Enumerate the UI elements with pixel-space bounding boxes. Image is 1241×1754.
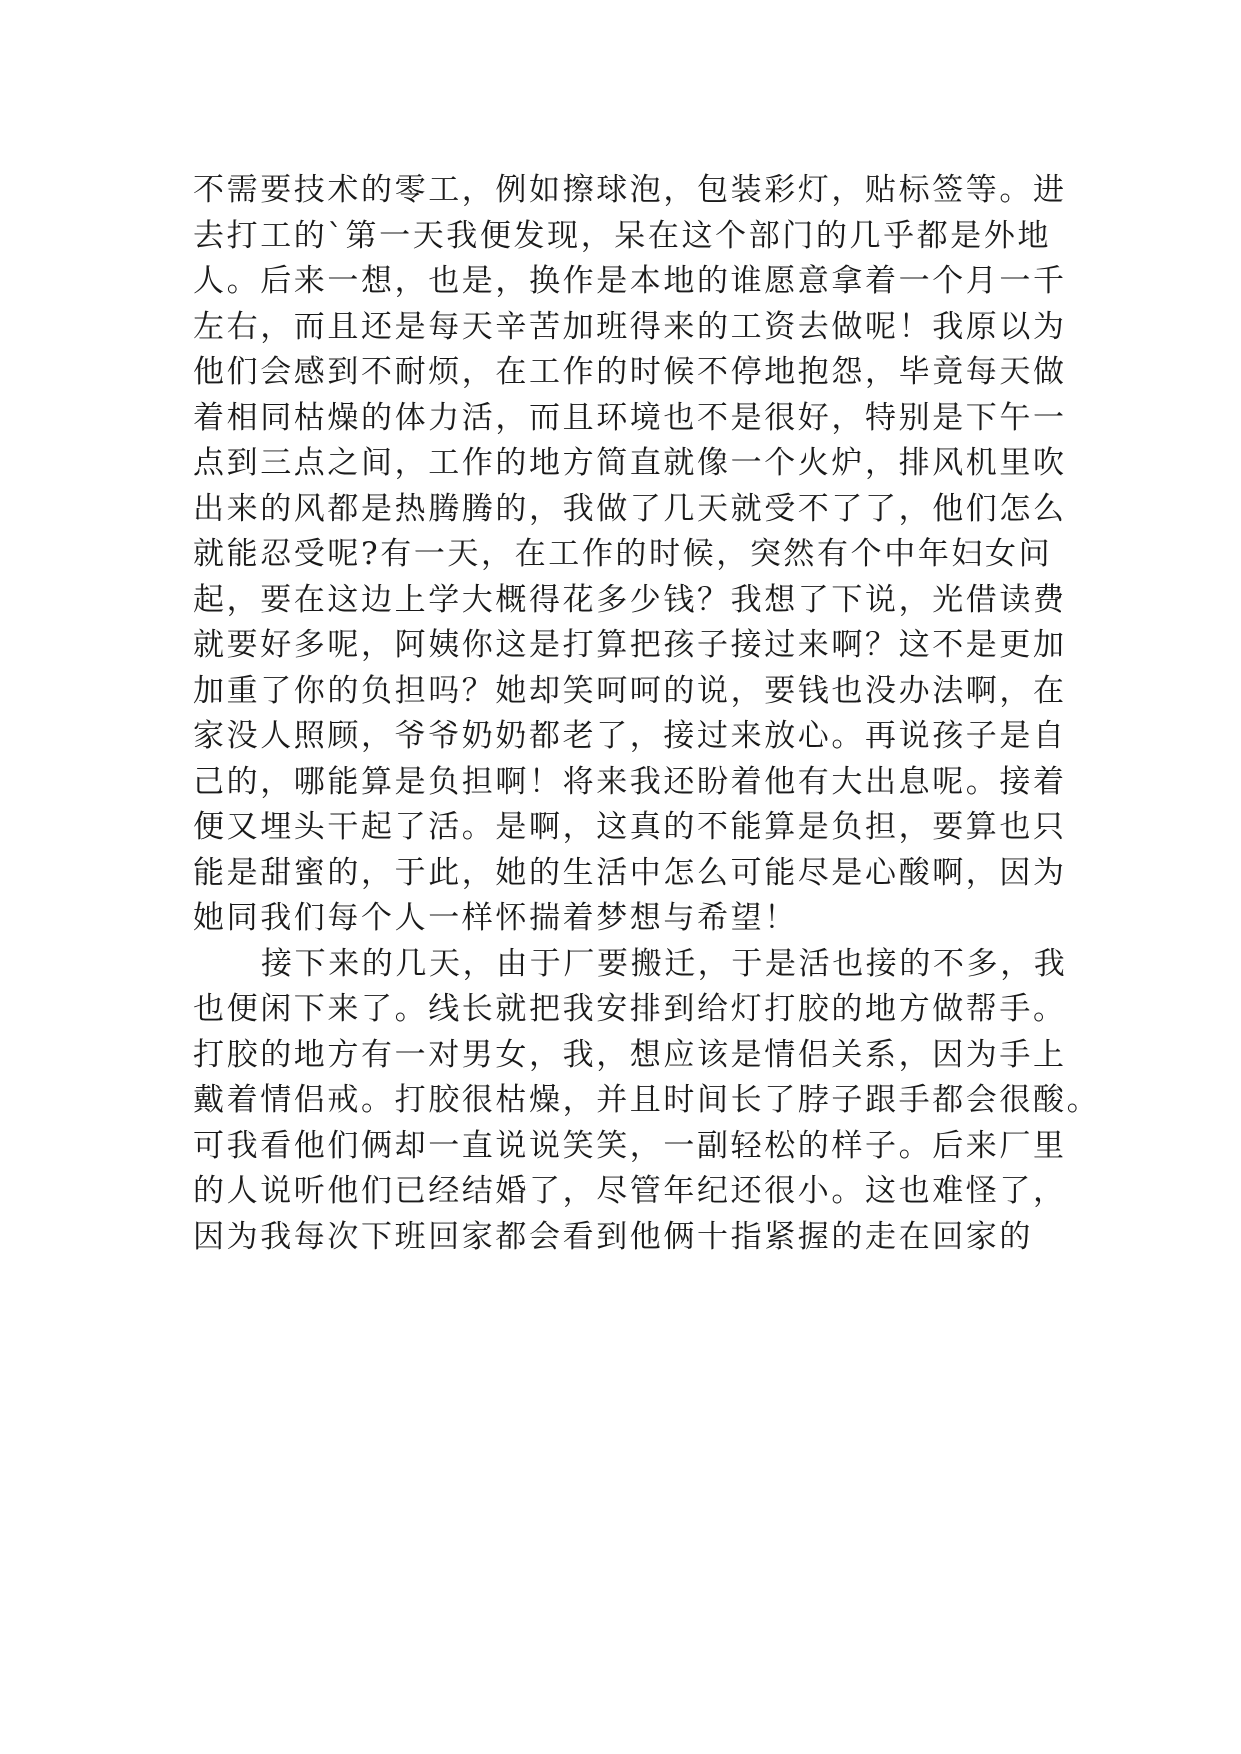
text-line: 己的，哪能算是负担啊！将来我还盼着他有大出息呢。接着 bbox=[193, 763, 1067, 800]
text-line: 加重了你的负担吗？她却笑呵呵的说，要钱也没办法啊，在 bbox=[193, 672, 1067, 709]
text-line: 的人说听他们已经结婚了，尽管年纪还很小。这也难怪了， bbox=[193, 1173, 1067, 1209]
text-line: 可我看他们俩却一直说说笑笑，一副轻松的样子。后来厂里 bbox=[193, 1127, 1067, 1164]
text-line: 打胶的地方有一对男女，我，想应该是情侣关系，因为手上 bbox=[193, 1036, 1067, 1073]
text-line: 点到三点之间，工作的地方简直就像一个火炉，排风机里吹 bbox=[193, 445, 1067, 481]
text-line: 也便闲下来了。线长就把我安排到给灯打胶的地方做帮手。 bbox=[193, 991, 1067, 1027]
text-line: 戴着情侣戒。打胶很枯燥，并且时间长了脖子跟手都会很酸。 bbox=[193, 1082, 1101, 1118]
paragraph-2 bbox=[193, 942, 1101, 1261]
text-line: 人。后来一想，也是，换作是本地的谁愿意拿着一个月一千 bbox=[193, 263, 1067, 299]
text-line: 左右，而且还是每天辛苦加班得来的工资去做呢！我原以为 bbox=[193, 308, 1067, 345]
text-line: 家没人照顾，爷爷奶奶都老了，接过来放心。再说孩子是自 bbox=[193, 718, 1067, 754]
text-line: 能是甜蜜的，于此，她的生活中怎么可能尽是心酸啊，因为 bbox=[193, 854, 1067, 891]
text-line: 因为我每次下班回家都会看到他俩十指紧握的走在回家的 bbox=[193, 1218, 1033, 1255]
text-line: 就能忍受呢?有一天，在工作的时候，突然有个中年妇女问 bbox=[193, 536, 1053, 572]
text-line: 不需要技术的零工，例如擦球泡，包装彩灯，贴标签等。进 bbox=[193, 172, 1067, 208]
text-line: 他们会感到不耐烦，在工作的时候不停地抱怨，毕竟每天做 bbox=[193, 354, 1067, 390]
text-line: 她同我们每个人一样怀揣着梦想与希望！ bbox=[193, 900, 798, 936]
text-line: 起，要在这边上学大概得花多少钱？我想了下说，光借读费 bbox=[193, 581, 1067, 618]
text-line: 便又埋头干起了活。是啊，这真的不能算是负担，要算也只 bbox=[193, 809, 1067, 845]
body-text bbox=[193, 168, 1101, 1260]
text-line: 去打工的`第一天我便发现，呆在这个部门的几乎都是外地 bbox=[193, 217, 1052, 254]
text-line: 出来的风都是热腾腾的，我做了几天就受不了了，他们怎么 bbox=[193, 490, 1067, 527]
text-line-indented: 接下来的几天，由于厂要搬迁，于是活也接的不多，我 bbox=[261, 945, 1068, 982]
text-line: 着相同枯燥的体力活，而且环境也不是很好，特别是下午一 bbox=[193, 399, 1067, 436]
paragraph-1 bbox=[193, 168, 1067, 942]
text-line: 就要好多呢，阿姨你这是打算把孩子接过来啊？这不是更加 bbox=[193, 627, 1067, 663]
